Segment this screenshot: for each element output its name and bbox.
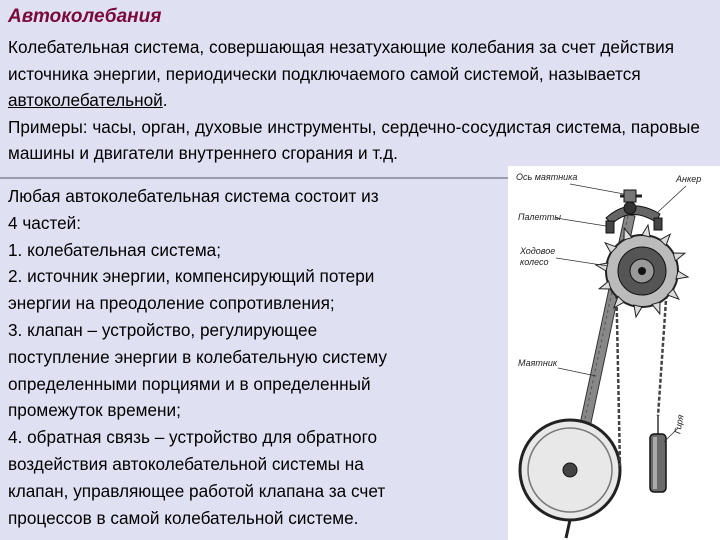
parts-line: поступление энергии в колебательную систему <box>8 346 387 367</box>
clock-mechanism-figure <box>508 166 720 540</box>
parts-line: 4 частей: <box>8 212 82 233</box>
definition-end: . <box>162 90 168 110</box>
page-title: Автоколебания <box>8 6 162 27</box>
label-pendulum: Маятник <box>518 358 558 368</box>
label-anchor: Анкер <box>676 174 702 184</box>
clock-mechanism-drawing <box>508 166 720 540</box>
parts-line: определенными порциями и в определенный <box>8 373 371 394</box>
definition-term: автоколебательной <box>8 90 163 110</box>
parts-line: 2. источник энергии, компенсирующий потери <box>8 266 375 287</box>
definition-paragraph <box>8 34 714 114</box>
label-axis: Ось маятника <box>516 172 578 182</box>
parts-list <box>8 183 500 531</box>
intro-text <box>8 34 714 167</box>
examples-paragraph: Примеры: часы, орган, духовые инструменты, сердечно-сосудистая система, паровые машины и двигатели внутреннего сгорания и т.д. <box>8 116 700 163</box>
parts-line: Любая автоколебательная система состоит из <box>8 186 379 206</box>
label-escape-wheel-2: колесо <box>520 257 549 267</box>
parts-line: 1. колебательная система; <box>8 239 221 260</box>
parts-line: воздействия автоколебательной системы на <box>8 453 364 474</box>
label-escape-wheel-1: Ходовое <box>520 246 556 256</box>
pendulum-axis <box>620 190 642 202</box>
label-pallets: Палетты <box>518 212 562 222</box>
parts-line: энергии на преодоление сопротивления; <box>8 293 335 314</box>
parts-line: процессов в самой колебательной системе. <box>8 507 359 528</box>
parts-line: промежуток времени; <box>8 400 181 421</box>
parts-line: 3. клапан – устройство, регулирующее <box>8 319 318 340</box>
label-weight: Гиря <box>672 413 686 435</box>
pendulum-bob <box>520 420 620 538</box>
definition-text: Колебательная система, совершающая незатухающие колебания за счет действия источника энергии, периодически подключаемого самой системой, называется <box>8 37 675 84</box>
weight <box>650 416 666 492</box>
parts-line: 4. обратная связь – устройство для обратного <box>8 427 378 448</box>
parts-line: клапан, управляющее работой клапана за счет <box>8 480 386 501</box>
